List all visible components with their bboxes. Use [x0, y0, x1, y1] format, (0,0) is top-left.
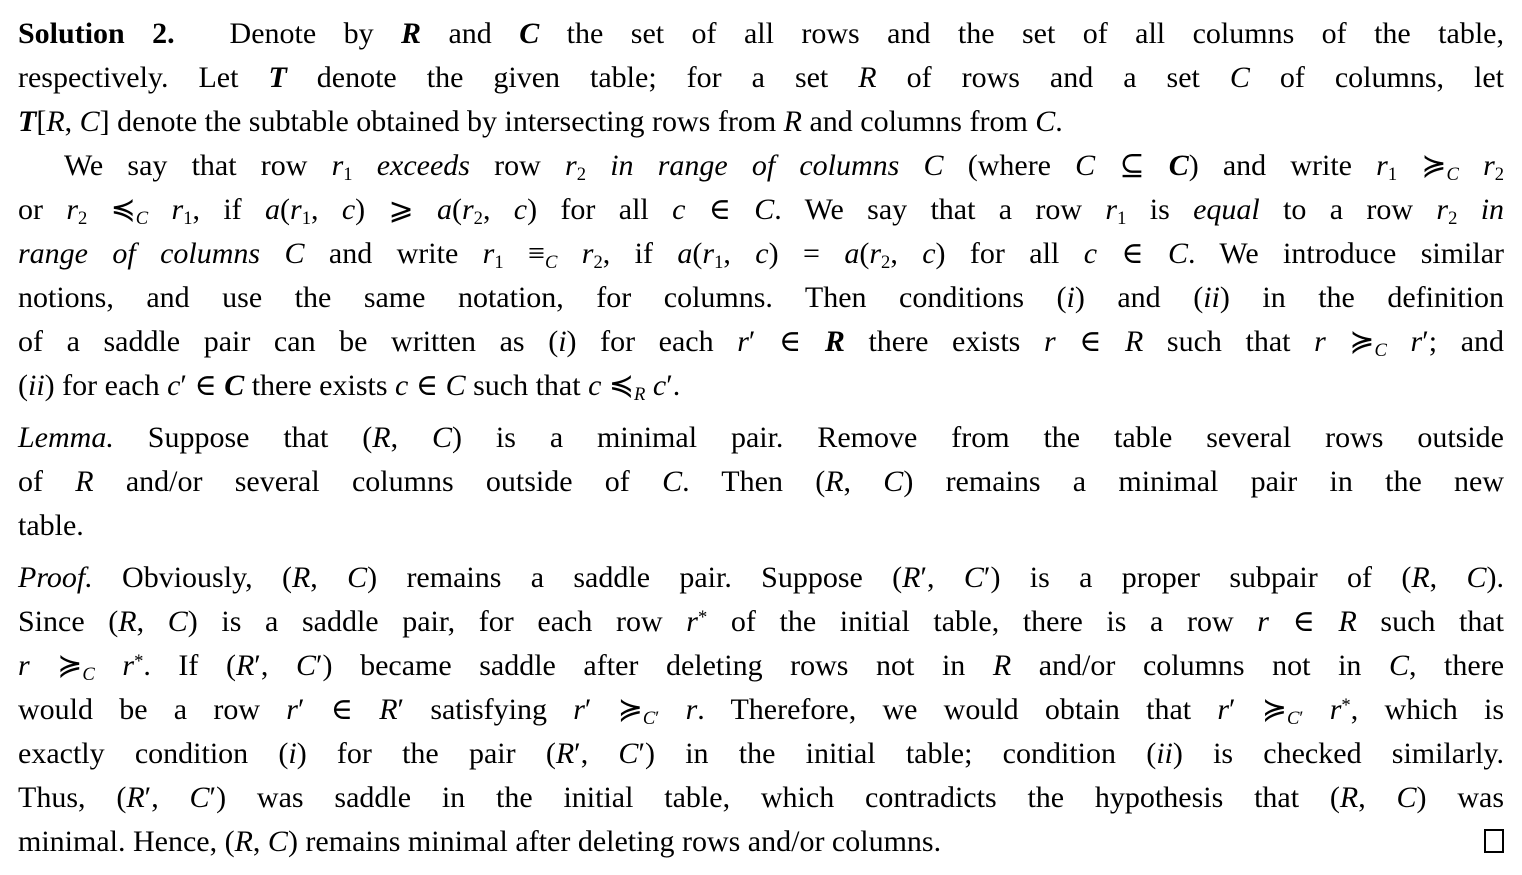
- paragraph-definitions: [18, 144, 1504, 408]
- paragraph-lemma: [18, 416, 1504, 548]
- text-line: [18, 688, 1504, 732]
- text-run: T[R, C] denote the subtable obtained by intersecting rows from R and columns from C.: [18, 105, 1063, 138]
- text-line: [18, 100, 1504, 144]
- text-line: [18, 416, 1504, 460]
- text-run: Since (R, C) is a saddle pair, for each row r* of the initial table, there is a row r ∈ R such that: [18, 605, 1505, 638]
- text-line: [18, 56, 1504, 100]
- text-line: [18, 364, 1504, 408]
- text-line: [18, 320, 1504, 364]
- text-run: We say that row $r_1$ exceeds row $r_2$ in range of columns C (where C ⊆ C) and write $r_1$ $≽_C$ $r_2$: [64, 149, 1505, 185]
- text-run: table.: [18, 509, 84, 542]
- text-run: would be a row r′ ∈ R′ satisfying r′ $≽_{C'}$ r. Therefore, we would obtain that r′ $≽_{C'}$ r*, which is: [18, 693, 1505, 729]
- text-run: or $r_2$ $≼_C$ $r_1$, if $a(r_1$, c) ⩾ $a(r_2$, c) for all c ∈ C. We say that a row $r_1$ is equal to a row $r_2$ in: [18, 193, 1505, 229]
- paragraph-proof: [18, 556, 1504, 864]
- text-run: of R and/or several columns outside of C. Then (R, C) remains a minimal pair in the new: [18, 465, 1505, 498]
- text-line: [18, 644, 1504, 688]
- text-run: Solution 2. Denote by R and C the set of all rows and the set of all columns of the table,: [18, 17, 1504, 50]
- text-line: [18, 776, 1504, 820]
- qed-box: [1484, 829, 1504, 853]
- paragraph-intro: [18, 12, 1504, 144]
- text-run: exactly condition (i) for the pair (R′, C′) in the initial table; condition (ii) is checked similarly.: [18, 737, 1504, 770]
- text-line: [18, 12, 1504, 56]
- text-run: notions, and use the same notation, for columns. Then conditions (i) and (ii) in the definition: [18, 281, 1504, 314]
- text-run: (ii) for each c′ ∈ C there exists c ∈ C such that c $≼_R$ c′.: [18, 369, 681, 405]
- text-run: Proof. Obviously, (R, C) remains a saddle pair. Suppose (R′, C′) is a proper subpair of (R, C).: [18, 561, 1504, 594]
- text-line: [18, 732, 1504, 776]
- text-line: [18, 460, 1504, 504]
- text-run: minimal. Hence, (R, C) remains minimal after deleting rows and/or columns.: [18, 825, 942, 858]
- text-line: [18, 820, 1504, 864]
- text-run: of a saddle pair can be written as (i) for each r′ ∈ R there exists r ∈ R such that r $≽_C$ r′; and: [18, 325, 1505, 361]
- text-line: [18, 600, 1504, 644]
- text-line: [18, 504, 1504, 548]
- text-line: [18, 144, 1504, 188]
- text-run: Thus, (R′, C′) was saddle in the initial table, which contradicts the hypothesis that (R, C) was: [18, 781, 1505, 814]
- text-run: range of columns C and write $r_1 \equiv_C$ $r_2$, if $a(r_1$, $c) = a(r_2$, c) for all c ∈ C. We introduce similar: [18, 237, 1505, 273]
- text-line: [18, 556, 1504, 600]
- text-line: [18, 276, 1504, 320]
- text-line: [18, 188, 1504, 232]
- text-run: r $≽_C$ r*. If (R′, C′) became saddle after deleting rows not in R and/or columns not in C, there: [18, 649, 1505, 685]
- text-run: Lemma. Suppose that (R, C) is a minimal pair. Remove from the table several rows outside: [18, 421, 1504, 454]
- text-line: [18, 232, 1504, 276]
- text-run: respectively. Let T denote the given table; for a set R of rows and a set C of columns, let: [18, 61, 1504, 94]
